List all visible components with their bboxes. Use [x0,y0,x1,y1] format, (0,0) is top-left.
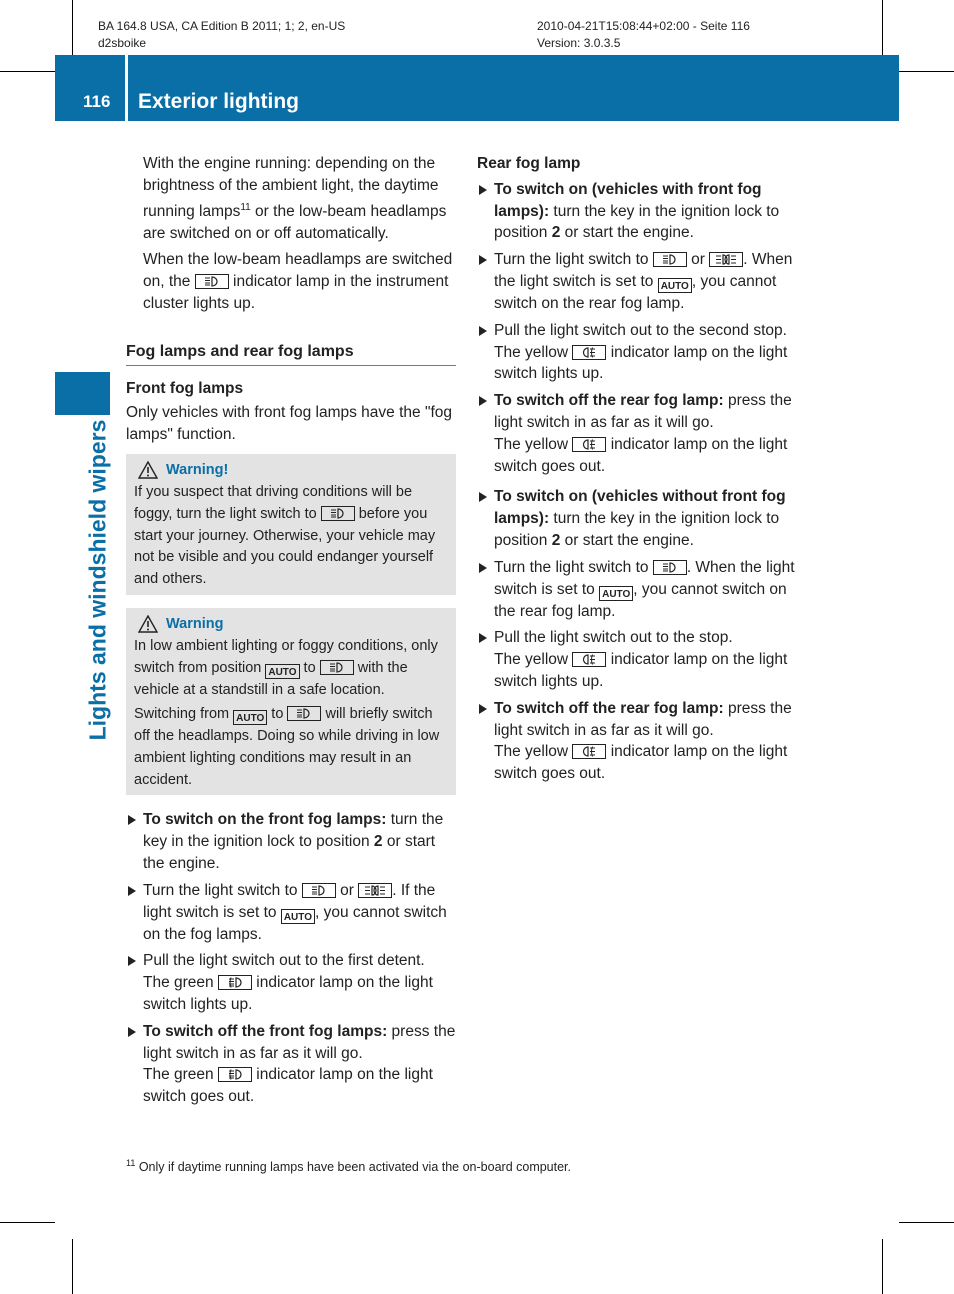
warning-triangle-icon [138,461,158,479]
section-heading: Fog lamps and rear fog lamps [126,341,456,366]
warning-heading: Warning! [134,458,448,482]
page-number: 116 [83,92,111,111]
warning-heading: Warning [134,612,448,636]
rear-fog-lamp-icon [572,652,606,667]
subheading-rear-fog: Rear fog lamp [477,155,581,172]
warning-box [126,454,456,595]
parking-lamp-icon [709,252,743,267]
crop-mark [0,1222,55,1223]
section-header [55,55,899,121]
auto-icon: AUTO [281,909,315,924]
auto-icon: AUTO [599,586,633,601]
step-item: Pull the light switch out to the stop. The yellow indicator lamp on the light switch lights up. [477,627,810,692]
auto-icon: AUTO [265,664,299,679]
warning-text: In low ambient lighting or foggy conditions, only switch from position AUTO to with the vehicle at a standstill in a safe location. [134,637,438,698]
crop-mark [72,1239,73,1294]
low-beam-icon [302,883,336,898]
low-beam-icon [320,660,354,675]
crop-mark [899,1222,954,1223]
step-arrow-icon [479,563,487,573]
low-beam-icon [653,560,687,575]
print-meta-right [537,18,750,52]
crop-mark [0,71,55,72]
footnote [126,1158,571,1174]
step-arrow-icon [479,185,487,195]
front-fog-lamp-icon [218,975,252,990]
step-item: To switch off the rear fog lamp: press the light switch in as far as it will go. The yellow indicator lamp on the light switch goes out. [477,390,810,477]
rear-fog-lamp-icon [572,744,606,759]
step-arrow-icon [479,396,487,406]
front-fog-text: Only vehicles with front fog lamps have the "fog lamps" function. [126,404,452,444]
step-arrow-icon [128,886,136,896]
step-item: Turn the light switch to . When the light switch is set to AUTO , you cannot switch on the rear fog lamp. [477,557,810,623]
step-arrow-icon [128,815,136,825]
step-arrow-icon [479,326,487,336]
low-beam-icon [195,274,229,289]
step-arrow-icon [479,255,487,265]
crop-mark [882,0,883,55]
step-item: Turn the light switch to or . If the light switch is set to AUTO , you cannot switch on the fog lamps. [126,880,456,946]
intro-paragraph-2: When the low-beam headlamps are switched on, the indicator lamp in the instrument cluster lights up. [143,251,453,312]
footnote-text: Only if daytime running lamps have been activated via the on-board computer. [135,1160,572,1175]
step-arrow-icon [479,492,487,502]
footnote-ref: 11 [240,201,251,213]
crop-mark [882,1239,883,1294]
step-item: To switch off the rear fog lamp: press the light switch in as far as it will go. The yellow indicator lamp on the light switch goes out. [477,698,810,785]
left-column [126,153,456,1108]
step-item: To switch off the front fog lamps: press the light switch in as far as it will go. The green indicator lamp on the light switch goes out. [126,1021,456,1108]
parking-lamp-icon [358,883,392,898]
step-arrow-icon [479,704,487,714]
step-item: Pull the light switch out to the first detent. The green indicator lamp on the light switch lights up. [126,950,456,1015]
low-beam-icon [653,252,687,267]
warning-text: If you suspect that driving conditions will be foggy, turn the light switch to before you start your journey. Otherwise, your vehicle may not be visible and you could endanger yourself and others. [134,483,436,588]
rear-fog-lamp-icon [572,345,606,360]
step-item: To switch on (vehicles without front fog lamps): turn the key in the ignition lock to position 2 or start the engine. [477,486,810,551]
auto-icon: AUTO [658,278,692,293]
warning-text-2: Switching from AUTO to will briefly switch off the headlamps. Doing so while driving in low ambient lighting conditions may result in an accident. [134,706,440,788]
step-item: Pull the light switch out to the second stop. The yellow indicator lamp on the light switch lights up. [477,320,810,385]
meta-edition: BA 164.8 USA, CA Edition B 2011; 1; 2, en-US [98,19,346,33]
step-arrow-icon [479,633,487,643]
footnote-number: 11 [126,1158,136,1168]
right-column [477,153,810,785]
subheading-front-fog: Front fog lamps [126,379,244,397]
meta-timestamp: 2010-04-21T15:08:44+02:00 - Seite 116 [537,19,750,33]
print-meta-left [98,18,345,52]
crop-mark [72,0,73,55]
crop-mark [899,71,954,72]
step-item: Turn the light switch to or . When the light switch is set to AUTO , you cannot switch on the rear fog lamp. [477,249,810,315]
header-divider [125,55,128,121]
step-arrow-icon [128,956,136,966]
chapter-tab [55,372,110,415]
warning-triangle-icon [138,615,158,633]
auto-icon: AUTO [233,710,267,725]
low-beam-icon [321,506,355,521]
front-fog-lamp-icon [218,1067,252,1082]
rear-fog-lamp-icon [572,437,606,452]
intro-paragraph: With the engine running: depending on the brightness of the ambient light, the daytime running lamps$^{11}$ or the low-beam headlamps are switched on or off automatically. [143,155,447,242]
step-item: To switch on (vehicles with front fog lamps): turn the key in the ignition lock to position 2 or start the engine. [477,179,810,244]
low-beam-icon [287,706,321,721]
meta-version: Version: 3.0.3.5 [537,36,621,50]
meta-author: d2sboike [98,36,147,50]
step-item: To switch on the front fog lamps: turn the key in the ignition lock to position 2 or start the engine. [126,809,456,874]
warning-box-2 [126,608,456,796]
chapter-label: Lights and windshield wipers [84,419,111,741]
step-arrow-icon [128,1027,136,1037]
section-title: Exterior lighting [138,90,300,113]
